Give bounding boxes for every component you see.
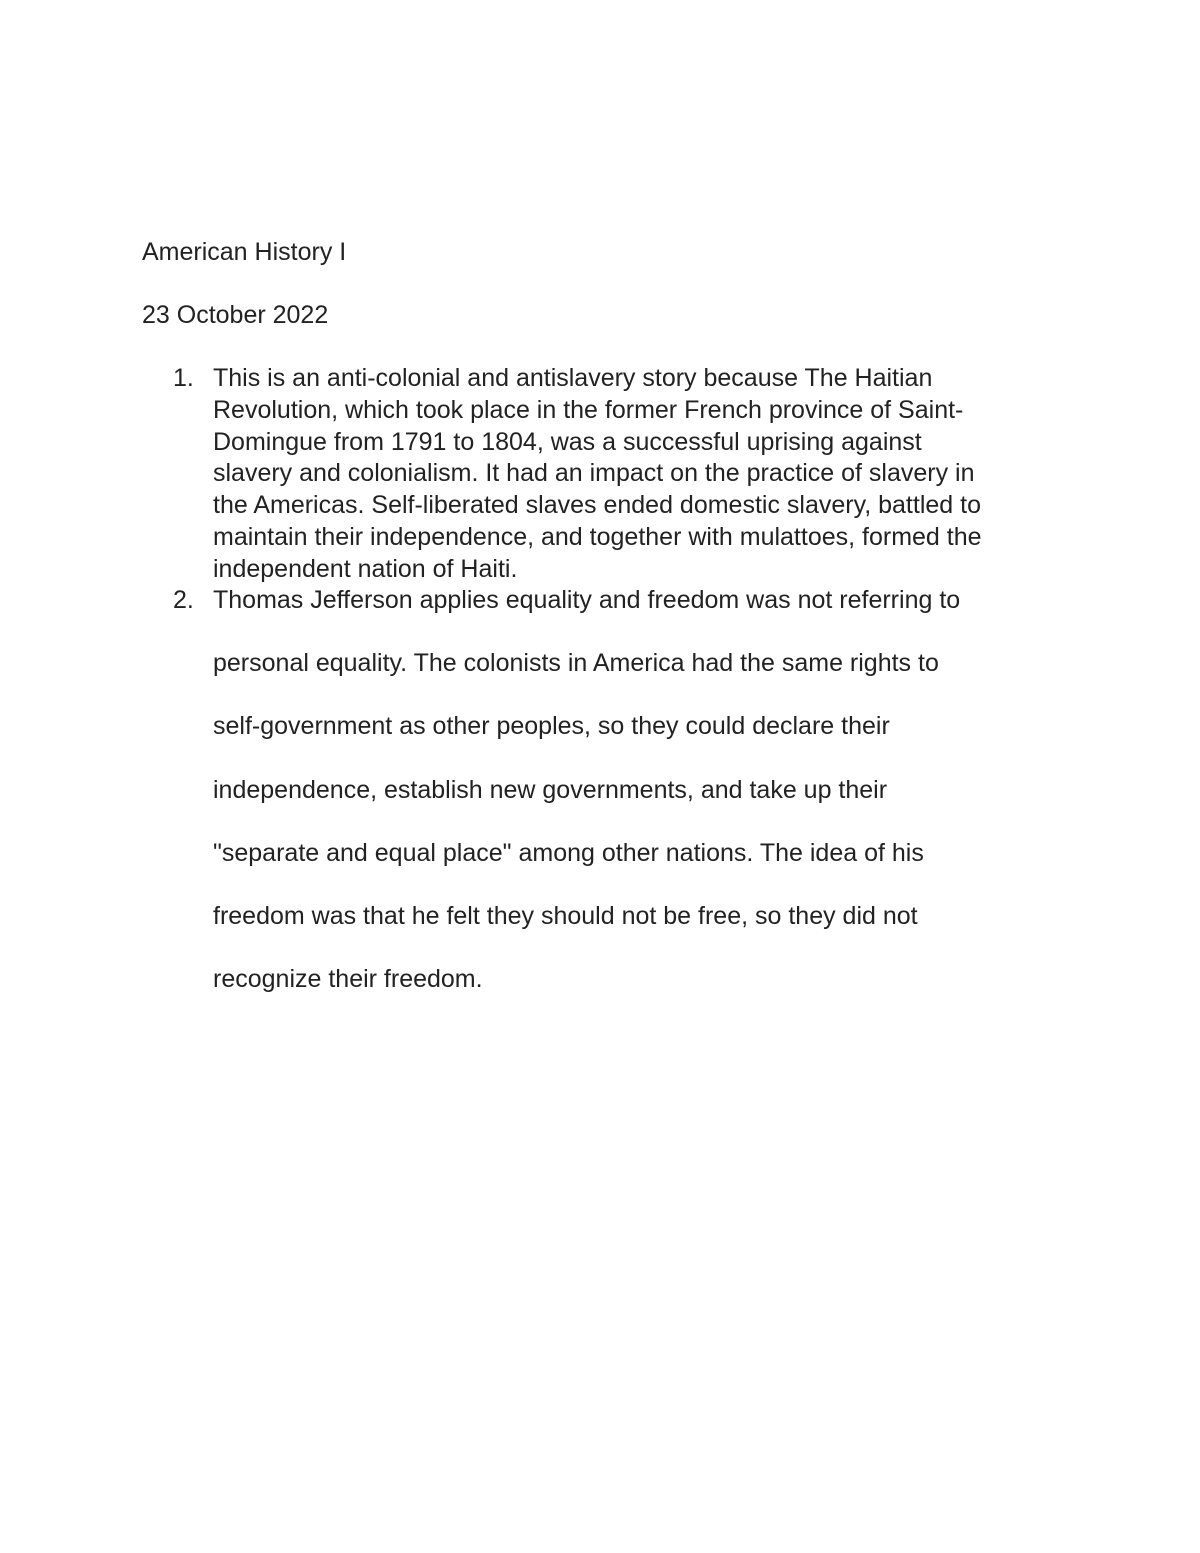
text-line: recognize their freedom. — [213, 965, 483, 994]
text-line: independent nation of Haiti. — [213, 554, 518, 583]
list-item-number: 2. — [173, 586, 194, 614]
text-line: This is an anti-colonial and antislavery story because The Haitian — [213, 364, 933, 392]
text-line: personal equality. The colonists in America had the same rights to — [213, 649, 939, 678]
course-title: American History I — [142, 238, 347, 266]
text-line: Revolution, which took place in the former French province of Saint- — [213, 395, 964, 424]
document-date: 23 October 2022 — [142, 301, 329, 329]
text-line: self-government as other peoples, so they could declare their — [213, 712, 890, 741]
text-line: independence, establish new governments, and take up their — [213, 775, 888, 804]
text-line: maintain their independence, and together with mulattoes, formed the — [213, 522, 982, 551]
text-line: the Americas. Self-liberated slaves ended domestic slavery, battled to — [213, 491, 981, 520]
list-item-number: 1. — [173, 364, 194, 392]
list-item-text — [213, 363, 1083, 586]
text-line: Domingue from 1791 to 1804, was a successful uprising against — [213, 427, 922, 456]
text-line: Thomas Jefferson applies equality and freedom was not referring to — [213, 586, 961, 614]
text-line: "separate and equal place" among other nations. The idea of his — [213, 838, 924, 867]
text-line: slavery and colonialism. It had an impact on the practice of slavery in — [213, 459, 975, 488]
list-item-text — [213, 585, 1083, 1027]
text-line: freedom was that he felt they should not be free, so they did not — [213, 901, 918, 930]
